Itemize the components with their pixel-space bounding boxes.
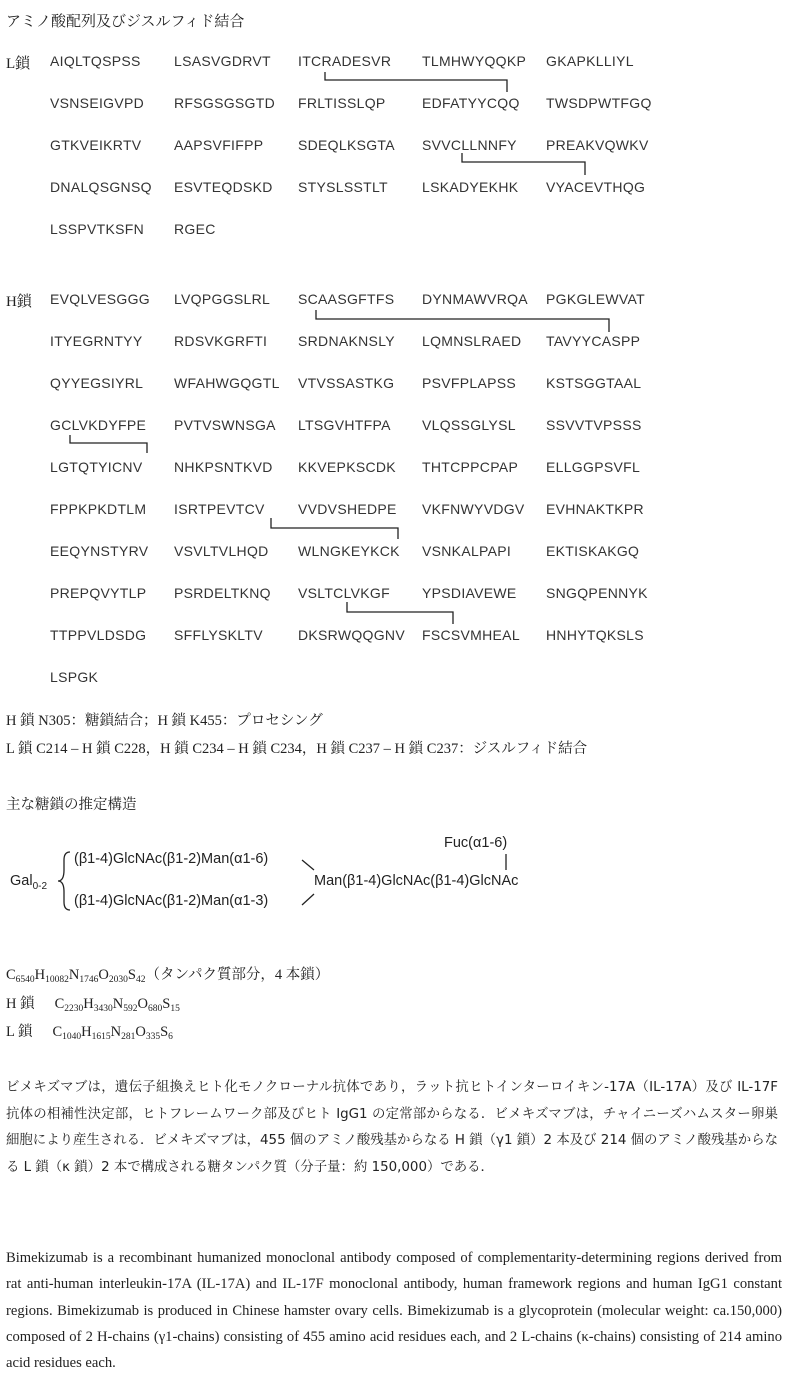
glycan-core: Man(β1-4)GlcNAc(β1-4)GlcNAc [314, 873, 519, 889]
h-chain-sequence-block: VSVLTVLHQD [174, 543, 269, 559]
l-chain-sequence-block: RGEC [174, 221, 216, 237]
element-symbol: N [110, 1024, 122, 1040]
h-chain-sequence-block: YPSDIAVEWE [422, 585, 517, 601]
glycan-linkage-lines [0, 830, 785, 920]
h-chain-sequence-block: SNGQPENNYK [546, 585, 648, 601]
l-chain-sequence-block: ITCRADESVR [298, 53, 392, 69]
h-chain-sequence-block: SFFLYSKLTV [174, 627, 263, 643]
h-chain-sequence-block: LTSGVHTFPA [298, 417, 391, 433]
gal-subscript: 0-2 [32, 880, 48, 892]
h-chain-sequence-block: EEQYNSTYRV [50, 543, 149, 559]
h-chain-sequence-block: EVQLVESGGG [50, 291, 150, 307]
element-count: 15 [170, 1004, 180, 1014]
h-chain-sequence-block: KSTSGGTAAL [546, 375, 642, 391]
l-chain-sequence-block: PREAKVQWKV [546, 137, 649, 153]
description-english: Bimekizumab is a recombinant humanized monoclonal antibody composed of complementarity-determining regions derived from rat anti-human interleukin-17A (IL-17A) and IL-17F monoclonal antibody, human framework regions and human IgG1 constant regions. Bimekizumab is produced in Chinese hamster ovary cells. Bimekizumab is a glycoprotein (molecular weight: ca.150,000) composed of 2 H-chains (γ1-chains) consisting of 455 amino acid residues each, and 2 L-chains (κ-chains) consisting of 214 amino acid residues each. [6, 1250, 782, 1372]
l-chain-sequence-block: FRLTISSLQP [298, 95, 386, 111]
h-chain-sequence-block: DKSRWQQGNV [298, 627, 405, 643]
h-chain-sequence-block: EKTISKAKGQ [546, 543, 640, 559]
h-chain-sequence-block: ISRTPEVTCV [174, 501, 265, 517]
l-chain-sequence-block: EDFATYYCQQ [422, 95, 520, 111]
h-chain-sequence-block: VSNKALPAPI [422, 543, 512, 559]
h-chain-sequence-block: SSVVTVPSSS [546, 417, 642, 433]
element-symbol: N [68, 967, 80, 983]
l-chain-sequence-block: GKAPKLLIYL [546, 53, 634, 69]
h-chain-sequence-block: LSPGK [50, 669, 99, 685]
bond-h-c371-c429 [347, 602, 453, 624]
glycan-brace [58, 852, 70, 910]
glycan-heading: 主な糖鎖の推定構造 [6, 797, 137, 813]
bond-l-c134-c194 [462, 153, 585, 175]
h-chain-sequence-block: ELLGGPSVFL [546, 459, 641, 475]
l-chain-sequence-block: LSSPVTKSFN [50, 221, 145, 237]
l-chain-sequence-block: RFSGSGSGTD [174, 95, 276, 111]
l-chain-sequence-block: TLMHWYQQKP [422, 53, 527, 69]
h-chain-sequence-block: TAVYYCASPP [546, 333, 641, 349]
element-symbol: C [52, 1024, 63, 1040]
bond-h-c22-c96 [316, 310, 609, 332]
element-count: 1746 [79, 975, 99, 985]
l-chain-sequence-block: LSASVGDRVT [174, 53, 271, 69]
l-chain-sequence-block: AAPSVFIFPP [174, 137, 264, 153]
h-chain-sequence-block: PSVFPLAPSS [422, 375, 517, 391]
element-count: 592 [123, 1004, 138, 1014]
l-chain-sequence-block: TWSDPWTFGQ [546, 95, 652, 111]
formula-h-value [55, 996, 180, 1012]
element-count: 2030 [108, 975, 128, 985]
bond-l-c23-c88 [325, 72, 507, 92]
element-symbol: O [98, 967, 109, 983]
h-chain-sequence-block: LQMNSLRAED [422, 333, 522, 349]
l-chain-sequence-block: STYSLSSTLT [298, 179, 388, 195]
h-chain-sequence-block: PGKGLEWVAT [546, 291, 645, 307]
element-symbol: O [137, 996, 148, 1012]
h-chain-sequence-block: VTVSSASTKG [298, 375, 395, 391]
note-disulfide: L 鎖 C214 – H 鎖 C228，H 鎖 C234 – H 鎖 C234，H 鎖 C237 – H 鎖 C237：ジスルフィド結合 [6, 741, 588, 757]
element-count: 10082 [45, 975, 69, 985]
element-symbol: H [81, 1024, 92, 1040]
formula-total-value [6, 967, 145, 983]
element-symbol: H [83, 996, 94, 1012]
bond-h-c265-c325 [271, 518, 398, 539]
h-chain-sequence-block: LGTQTYICNV [50, 459, 143, 475]
l-chain-sequence-block: SDEQLKSGTA [298, 137, 395, 153]
l-chain-sequence-block: GTKVEIKRTV [50, 137, 142, 153]
formula-l-chain [6, 1020, 173, 1042]
l-chain-sequence-block: ESVTEQDSKD [174, 179, 273, 195]
formula-h-label: H 鎖 [6, 996, 35, 1012]
h-chain-sequence-block: LVQPGGSLRL [174, 291, 271, 307]
h-chain-sequence-block: PVTVSWNSGA [174, 417, 276, 433]
formula-total-note: （タンパク質部分，4 本鎖） [145, 967, 330, 983]
element-count: 680 [147, 1004, 163, 1014]
h-chain-sequence-block: GCLVKDYFPE [50, 417, 147, 433]
l-chain-sequence-block: LSKADYEKHK [422, 179, 519, 195]
element-symbol: C [6, 967, 16, 983]
glycan-branch-bottom: (β1-4)GlcNAc(β1-2)Man(α1-3) [74, 893, 269, 909]
h-chain-sequence-block: EVHNAKTKPR [546, 501, 644, 517]
h-chain-sequence-block: WFAHWGQGTL [174, 375, 280, 391]
h-chain-label: H鎖 [6, 294, 32, 310]
h-chain-sequence-block: PREPQVYTLP [50, 585, 147, 601]
h-chain-sequence-block: QYYEGSIYRL [50, 375, 144, 391]
l-chain-sequence-block: VYACEVTHQG [546, 179, 646, 195]
h-chain-sequence-block: VVDVSHEDPE [298, 501, 397, 517]
bond-h-c148-c204 [70, 435, 147, 453]
h-chain-sequence-block: VKFNWYVDGV [422, 501, 525, 517]
h-chain-sequence-block: KKVEPKSCDK [298, 459, 396, 475]
element-count: 1615 [91, 1032, 111, 1042]
formula-l-value [52, 1024, 172, 1040]
element-symbol: S [160, 1024, 169, 1040]
element-count: 2230 [64, 1004, 84, 1014]
h-chain-sequence-block: TTPPVLDSDG [50, 627, 147, 643]
description-japanese: ビメキズマブは，遺伝子組換えヒト化モノクローナル抗体であり，ラット抗ヒトインターロイキン-17A（IL-17A）及び IL-17F 抗体の相補性決定部，ヒトフレームワーク部及びヒト IgG1 の定常部からなる．ビメキズマブは，チャイニーズハムスター卵巣細胞により産生される．ビメキズマブは，455 個のアミノ酸残基からなる H 鎖（γ1 鎖）2 本及び 214 個のアミノ酸残基からなる L 鎖（κ 鎖）2 本で構成される糖タンパク質（分子量：約 150,000）である． [6, 1080, 778, 1175]
element-count: 3430 [93, 1004, 113, 1014]
element-count: 335 [145, 1032, 161, 1042]
element-symbol: C [54, 996, 65, 1012]
element-symbol: S [162, 996, 171, 1012]
h-chain-sequence-block: FSCSVMHEAL [422, 627, 520, 643]
h-chain-sequence-block: SRDNAKNSLY [298, 333, 395, 349]
h-chain-sequence-block: FPPKPKDTLM [50, 501, 147, 517]
glycan-fucose: Fuc(α1-6) [444, 835, 508, 851]
element-count: 281 [121, 1032, 136, 1042]
element-count: 1040 [62, 1032, 82, 1042]
section-title: アミノ酸配列及びジスルフィド結合 [6, 14, 245, 30]
glycan-branch-top: (β1-4)GlcNAc(β1-2)Man(α1-6) [74, 851, 269, 867]
h-chain-sequence-block: WLNGKEYKCK [298, 543, 400, 559]
h-chain-sequence-block: HNHYTQKSLS [546, 627, 644, 643]
element-count: 42 [135, 975, 146, 985]
h-chain-sequence-block: VLQSSGLYSL [422, 417, 516, 433]
formula-l-label: L 鎖 [6, 1024, 33, 1040]
element-symbol: H [34, 967, 46, 983]
element-symbol: O [135, 1024, 146, 1040]
h-chain-sequence-block: SCAASGFTFS [298, 291, 395, 307]
l-chain-sequence-block: SVVCLLNNFY [422, 137, 517, 153]
l-chain-sequence-block: VSNSEIGVPD [50, 95, 145, 111]
h-chain-sequence-block: DYNMAWVRQA [422, 291, 528, 307]
element-symbol: S [127, 967, 136, 983]
l-chain-sequence-block: DNALQSGNSQ [50, 179, 152, 195]
formula-h-chain [6, 992, 180, 1014]
h-chain-sequence-block: ITYEGRNTYY [50, 333, 143, 349]
h-chain-sequence-block: RDSVKGRFTI [174, 333, 268, 349]
element-count: 6540 [15, 975, 35, 985]
formula-total [6, 963, 329, 985]
h-chain-sequence-block: THTCPPCPAP [422, 459, 519, 475]
h-chain-sequence-block: PSRDELTKNQ [174, 585, 271, 601]
element-count: 6 [168, 1032, 173, 1042]
note-glycosylation: H 鎖 N305：糖鎖結合；H 鎖 K455：プロセシング [6, 713, 323, 729]
l-chain-sequence-block: AIQLTQSPSS [50, 53, 141, 69]
element-symbol: N [112, 996, 124, 1012]
gal-base: Gal [10, 873, 33, 889]
l-chain-label: L鎖 [6, 56, 31, 72]
h-chain-sequence-block: VSLTCLVKGF [298, 585, 390, 601]
h-chain-sequence-block: NHKPSNTKVD [174, 459, 273, 475]
